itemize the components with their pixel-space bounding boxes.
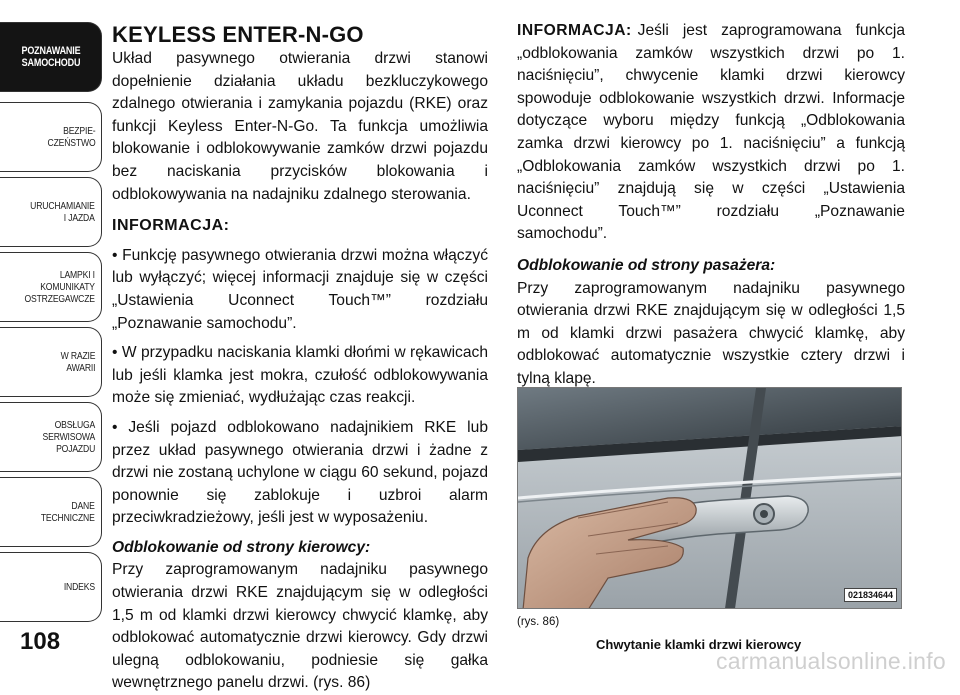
tab-label: INDEKS: [63, 581, 95, 593]
passenger-unlock-text: Przy zaprogramowanym nadajniku pasywnego otwierania drzwi RKE znajdującym się w odległości 1,5 m od klamki drzwi pasażera chwycić klamkę, aby odblokować automatycznie wszystkie cztery drzwi i tylną klapę.: [517, 279, 905, 387]
tab-uruchamianie-i-jazda[interactable]: [0, 177, 102, 247]
door-handle-figure: [517, 387, 902, 609]
intro-paragraph: Układ pasywnego otwierania drzwi stanowi dopełnienie działania układu bezkluczykowego zdalnego otwierania i zamykania pojazdu (RKE) oraz funkcji Keyless Enter-N-Go. Ta funkcja umożliwia blokowanie i odblokowywanie zamków drzwi pojazdu bez naciskania przycisków blokowania i odblokowywania na nadajniku zdalnego sterowania.: [112, 50, 488, 203]
bullet-item: • W przypadku naciskania klamki dłońmi w rękawicach lub jeśli klamka jest mokra, czułość odblokowywania może się zmieniać, wydłużając czas reakcji.: [112, 344, 488, 407]
info-label: INFORMACJA:: [517, 22, 632, 39]
tab-label: W RAZIE AWARII: [60, 350, 95, 374]
watermark: carmanualsonline.info: [715, 648, 946, 674]
bullet-item: • Funkcję pasywnego otwierania drzwi można włączyć lub wyłączyć; więcej informacji znajduje się w części „Ustawienia Uconnect Touch™” rozdziału „Poznawanie samochodu”.: [112, 246, 488, 332]
tab-bezpieczenstwo[interactable]: [0, 102, 102, 172]
driver-unlock-text: Przy zaprogramowanym nadajniku pasywnego otwierania drzwi RKE znajdującym się w odległości 1,5 m od klamki drzwi kierowcy chwycić klamkę, aby odblokować automatycznie drzwi kierowcy. Gdy drzwi ulegną odblokowaniu, podniesie się gałka wewnętrznego panelu drzwi. (rys. 86): [112, 561, 488, 692]
tab-label: URUCHAMIANIE I JAZDA: [30, 200, 95, 224]
section-title: KEYLESS ENTER-N-GO: [112, 22, 364, 47]
door-handle-illustration: [518, 388, 902, 609]
tab-label: BEZPIE- CZEŃSTWO: [47, 125, 95, 149]
tab-lampki-i-komunikaty[interactable]: [0, 252, 102, 322]
tab-dane-techniczne[interactable]: [0, 477, 102, 547]
tab-label: LAMPKI I KOMUNIKATY OSTRZEGAWCZE: [24, 269, 95, 305]
passenger-unlock-heading: Odblokowanie od strony pasażera:: [517, 256, 776, 274]
tab-label: OBSŁUGA SERWISOWA POJAZDU: [42, 419, 95, 455]
tab-label: POZNAWANIE SAMOCHODU: [20, 45, 80, 69]
figure-code: 021834644: [844, 588, 897, 602]
tab-indeks[interactable]: [0, 552, 102, 622]
info-paragraph: [517, 20, 905, 246]
driver-unlock-heading: Odblokowanie od strony kierowcy:: [112, 538, 371, 556]
right-column: [517, 20, 905, 391]
tab-poznawanie-samochodu[interactable]: [0, 22, 102, 92]
figure-reference: (rys. 86): [517, 616, 560, 628]
page-number: 108: [20, 628, 61, 655]
tab-w-razie-awarii[interactable]: [0, 327, 102, 397]
tab-obsluga-serwisowa[interactable]: [0, 402, 102, 472]
info-text: Jeśli jest zaprogramowana funkcja „odblokowania zamków wszystkich drzwi po 1. naciśnięciu”, chwycenie klamki drzwi kierowcy spowoduje odblokowanie wszystkich drzwi. Informacje dotyczące wyboru między funkcją „Odblokowania zamka drzwi kierowcy po 1. naciśnięciu” a funkcją „Odblokowania zamków wszystkich drzwi po 1. naciśnięciu” znajdują się w części „Ustawienia Uconnect Touch™” rozdziału „Poznawanie samochodu”.: [517, 22, 905, 243]
info-heading: INFORMACJA:: [112, 217, 230, 235]
tab-label: DANE TECHNICZNE: [41, 500, 95, 524]
left-column: [112, 20, 488, 695]
figure-caption: Chwytanie klamki drzwi kierowcy: [596, 637, 802, 652]
bullet-item: • Jeśli pojazd odblokowano nadajnikiem RKE lub przez układ pasywnego otwierania drzwi i żadne z drzwi nie zostaną uchylone w ciągu 60 sekund, pojazd ponownie się zablokuje i uzbroi alarm przeciwkradzieżowy, jeśli jest w wyposażeniu.: [112, 418, 488, 527]
